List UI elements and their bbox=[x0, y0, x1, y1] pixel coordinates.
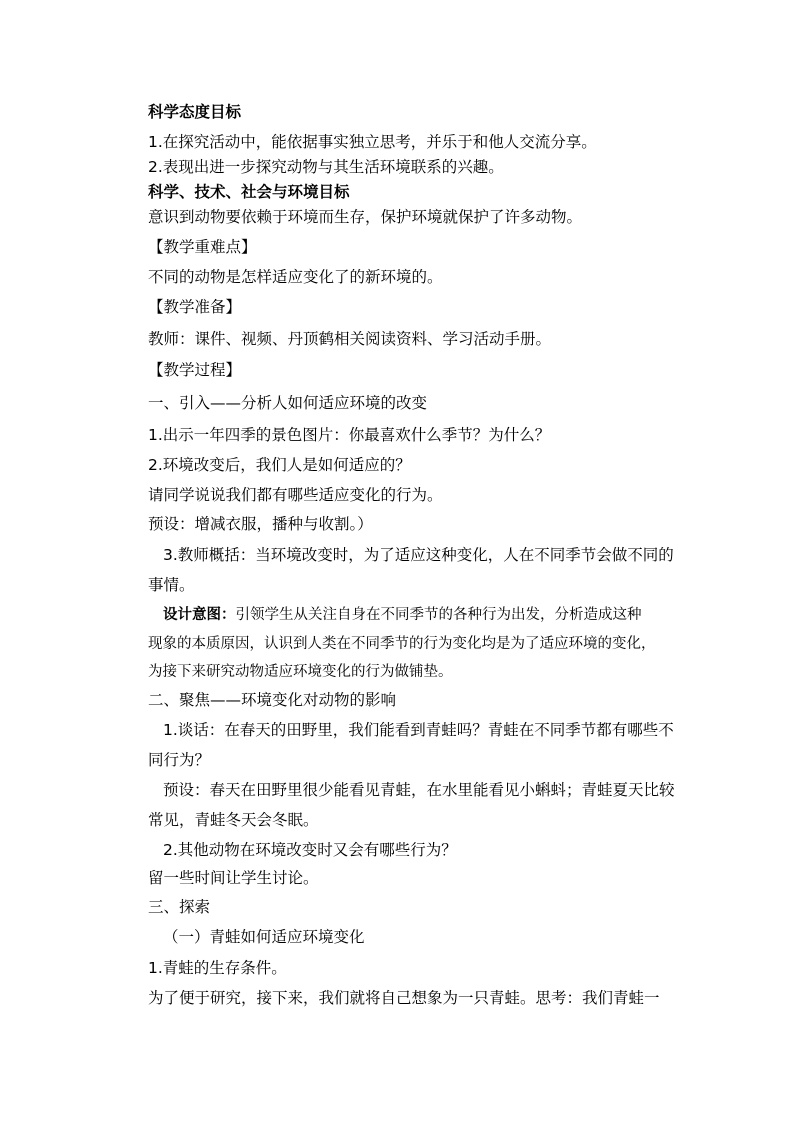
subheading-frog: （一）青蛙如何适应环境变化 bbox=[163, 928, 365, 946]
subheading-focus: 二、聚焦——环境变化对动物的影响 bbox=[148, 691, 397, 709]
section-heading-key-points: 【教学重难点】 bbox=[148, 238, 257, 256]
paragraph-line: 2.表现出进一步探究动物与其生活环境联系的兴趣。 bbox=[148, 158, 504, 176]
heading-stse-goal: 科学、技术、社会与环境目标 bbox=[148, 183, 350, 201]
paragraph-line: 同行为？ bbox=[148, 751, 211, 769]
paragraph-line: 1.出示一年四季的景色图片：你最喜欢什么季节？为什么？ bbox=[148, 426, 551, 444]
design-intent-line: 现象的本质原因，认识到人类在不同季节的行为变化均是为了适应环境的变化， bbox=[148, 636, 656, 652]
paragraph-line: 常见，青蛙冬天会冬眠。 bbox=[148, 811, 319, 829]
paragraph-line: 意识到动物要依赖于环境而生存，保护环境就保护了许多动物。 bbox=[148, 208, 583, 226]
paragraph-line: 预设：增减衣服，播种与收割。） bbox=[148, 515, 373, 533]
subheading-introduction: 一、引入——分析人如何适应环境的改变 bbox=[148, 394, 428, 412]
paragraph-line: 留一些时间让学生讨论。 bbox=[148, 869, 319, 887]
design-intent-line: 为接下来研究动物适应环境变化的行为做铺垫。 bbox=[148, 664, 453, 680]
paragraph-line: 不同的动物是怎样适应变化了的新环境的。 bbox=[148, 268, 443, 286]
section-heading-preparation: 【教学准备】 bbox=[148, 298, 242, 316]
design-intent-label: 设计意图： bbox=[163, 606, 236, 623]
paragraph-line: 1.谈话：在春天的田野里，我们能看到青蛙吗？青蛙在不同季节都有哪些不 bbox=[163, 721, 674, 739]
paragraph-line: 3.教师概括：当环境改变时，为了适应这种变化，人在不同季节会做不同的 bbox=[163, 546, 674, 564]
paragraph-line: 教师：课件、视频、丹顶鹤相关阅读资料、学习活动手册。 bbox=[148, 330, 552, 348]
paragraph-line: 2.其他动物在环境改变时又会有哪些行为？ bbox=[163, 841, 457, 859]
paragraph-line: 请同学说说我们都有哪些适应变化的行为。 bbox=[148, 486, 443, 504]
heading-attitude-goal: 科学态度目标 bbox=[148, 103, 242, 121]
design-intent-line bbox=[163, 605, 642, 625]
paragraph-line: 预设：春天在田野里很少能看见青蛙，在水里能看见小蝌蚪；青蛙夏天比较 bbox=[163, 781, 675, 799]
paragraph-line: 1.在探究活动中，能依据事实独立思考，并乐于和他人交流分享。 bbox=[148, 133, 597, 151]
paragraph-line: 为了便于研究，接下来，我们就将自己想象为一只青蛙。思考：我们青蛙一 bbox=[148, 989, 660, 1007]
paragraph-line: 2.环境改变后，我们人是如何适应的？ bbox=[148, 456, 411, 474]
paragraph-line: 1.青蛙的生存条件。 bbox=[148, 959, 287, 977]
subheading-explore: 三、探索 bbox=[148, 898, 211, 916]
section-heading-process: 【教学过程】 bbox=[148, 361, 242, 379]
design-intent-text: 引领学生从关注自身在不同季节的各种行为出发，分析造成这种 bbox=[235, 607, 642, 623]
paragraph-line: 事情。 bbox=[148, 576, 195, 594]
